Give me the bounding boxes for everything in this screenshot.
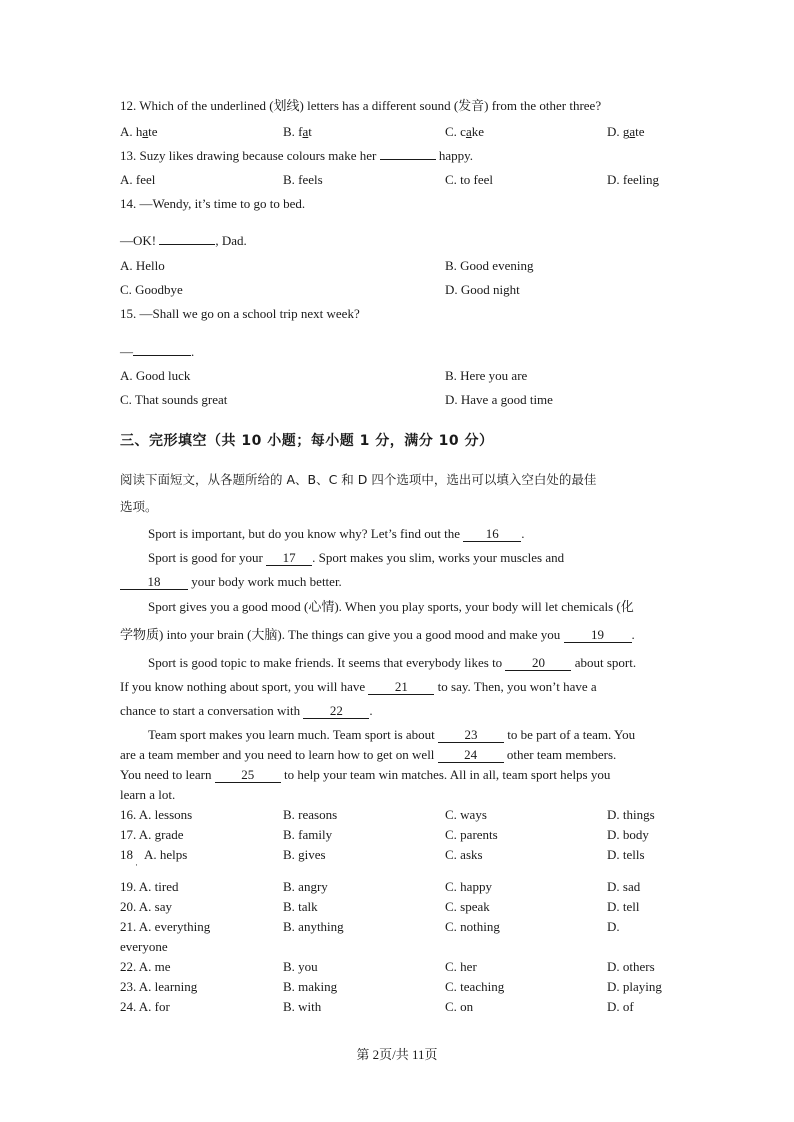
section-instruction-line2: 选项。 xyxy=(120,499,158,514)
q22-option-a: 22. A. me xyxy=(120,959,171,974)
q17-option-d: D. body xyxy=(607,827,649,842)
q12-option-c: C. cake xyxy=(445,124,485,139)
q14-option-a: A. Hello xyxy=(120,258,165,273)
q18-option-a: A. helps xyxy=(144,847,188,862)
q15-option-b: B. Here you are xyxy=(445,368,528,383)
q24-option-a: 24. A. for xyxy=(120,999,170,1014)
q13-option-d: D. feeling xyxy=(607,172,659,187)
passage-line: 18 your body work much better. xyxy=(120,574,342,590)
q13-stem: 13. Suzy likes drawing because colours make her happy. xyxy=(120,148,473,163)
q15-stem: 15. —Shall we go on a school trip next week? xyxy=(120,306,360,321)
q16-option-a: 16. A. lessons xyxy=(120,807,193,822)
q16-option-b: B. reasons xyxy=(283,807,338,822)
q23-option-b: B. making xyxy=(283,979,338,994)
q19-option-c: C. happy xyxy=(445,879,492,894)
q20-option-d: D. tell xyxy=(607,899,640,914)
q20-option-a: 20. A. say xyxy=(120,899,172,914)
q14-option-d: D. Good night xyxy=(445,282,520,297)
passage-line: Sport is good for your 17 . Sport makes you slim, works your muscles and xyxy=(148,550,565,565)
q18-option-d: D. tells xyxy=(607,847,645,862)
q18-option-c: C. asks xyxy=(445,847,483,862)
passage-line: You need to learn 25 to help your team win matches. All in all, team sport helps you xyxy=(120,767,611,782)
q20-option-c: C. speak xyxy=(445,899,490,914)
passage-line: Sport is important, but do you know why? Let’s find out the 16 . xyxy=(148,526,525,541)
blank-23: 23 xyxy=(438,728,504,743)
q12-option-d: D. gate xyxy=(607,124,645,139)
q12-option-a: A. hate xyxy=(120,124,158,139)
passage-line: are a team member and you need to learn how to get on well 24 other team members. xyxy=(120,747,617,762)
q13-option-b: B. feels xyxy=(283,172,323,187)
q14-option-c: C. Goodbye xyxy=(120,282,183,297)
q15-option-a: A. Good luck xyxy=(120,368,191,383)
q21-option-d-text: everyone xyxy=(120,939,168,954)
q18-option-b: B. gives xyxy=(283,847,326,862)
q17-option-b: B. family xyxy=(283,827,333,842)
q14-option-b: B. Good evening xyxy=(445,258,534,273)
q18-dot: · xyxy=(135,860,138,870)
q17-option-a: 17. A. grade xyxy=(120,827,184,842)
blank-25: 25 xyxy=(215,768,281,783)
q22-option-b: B. you xyxy=(283,959,318,974)
q16-option-d: D. things xyxy=(607,807,655,822)
q19-option-d: D. sad xyxy=(607,879,641,894)
q19-option-b: B. angry xyxy=(283,879,328,894)
passage-line: 学物质) into your brain (大脑). The things can give you a good mood and make you 19 . xyxy=(120,627,635,642)
q15-reply: — . xyxy=(120,344,195,359)
q13-option-c: C. to feel xyxy=(445,172,494,187)
q24-option-c: C. on xyxy=(445,999,474,1014)
passage-line: Sport gives you a good mood (心情). When you play sports, your body will let chemicals (化 xyxy=(148,599,634,614)
passage-line: If you know nothing about sport, you will have 21 to say. Then, you won’t have a xyxy=(120,679,597,694)
q18-number: 18 xyxy=(120,847,133,862)
blank-21: 21 xyxy=(368,680,434,695)
q12-stem: 12. Which of the underlined (划线) letters has a different sound (发音) from the other three? xyxy=(120,98,602,113)
q17-option-c: C. parents xyxy=(445,827,498,842)
passage-line: Sport is good topic to make friends. It seems that everybody likes to 20 about sport. xyxy=(148,655,637,670)
blank-19: 19 xyxy=(564,628,632,643)
q20-option-b: B. talk xyxy=(283,899,318,914)
q14-stem: 14. —Wendy, it’s time to go to bed. xyxy=(120,196,306,211)
passage-line: Team sport makes you learn much. Team sport is about 23 to be part of a team. You xyxy=(148,727,636,742)
q24-option-d: D. of xyxy=(607,999,634,1014)
q22-option-c: C. her xyxy=(445,959,477,974)
q12-option-b: B. fat xyxy=(283,124,312,139)
blank-20: 20 xyxy=(505,656,571,671)
q22-option-d: D. others xyxy=(607,959,655,974)
q19-option-a: 19. A. tired xyxy=(120,879,179,894)
q13-option-a: A. feel xyxy=(120,172,156,187)
passage-line: learn a lot. xyxy=(120,787,176,802)
blank-18: 18 xyxy=(120,575,188,590)
q16-option-c: C. ways xyxy=(445,807,487,822)
q23-option-d: D. playing xyxy=(607,979,662,994)
section-heading: 三、完形填空（共 10 小题；每小题 1 分，满分 10 分） xyxy=(120,433,494,449)
q21-option-c: C. nothing xyxy=(445,919,500,934)
blank-22: 22 xyxy=(303,704,369,719)
q15-option-d: D. Have a good time xyxy=(445,392,553,407)
q24-option-b: B. with xyxy=(283,999,322,1014)
blank-16: 16 xyxy=(463,527,521,542)
q21-option-b: B. anything xyxy=(283,919,344,934)
q14-reply: —OK! , Dad. xyxy=(120,233,247,248)
section-instruction-line1: 阅读下面短文，从各题所给的 A、B、C 和 D 四个选项中，选出可以填入空白处的最佳 xyxy=(120,472,597,487)
q21-option-a: 21. A. everything xyxy=(120,919,211,934)
passage-line: chance to start a conversation with 22 . xyxy=(120,703,373,718)
blank-24: 24 xyxy=(438,748,504,763)
blank-17: 17 xyxy=(266,551,312,566)
q23-option-c: C. teaching xyxy=(445,979,505,994)
q21-option-d-label: D. xyxy=(607,919,620,934)
page-number: 第 2页/共 11页 xyxy=(356,1047,438,1062)
q23-option-a: 23. A. learning xyxy=(120,979,198,994)
q15-option-c: C. That sounds great xyxy=(120,392,228,407)
